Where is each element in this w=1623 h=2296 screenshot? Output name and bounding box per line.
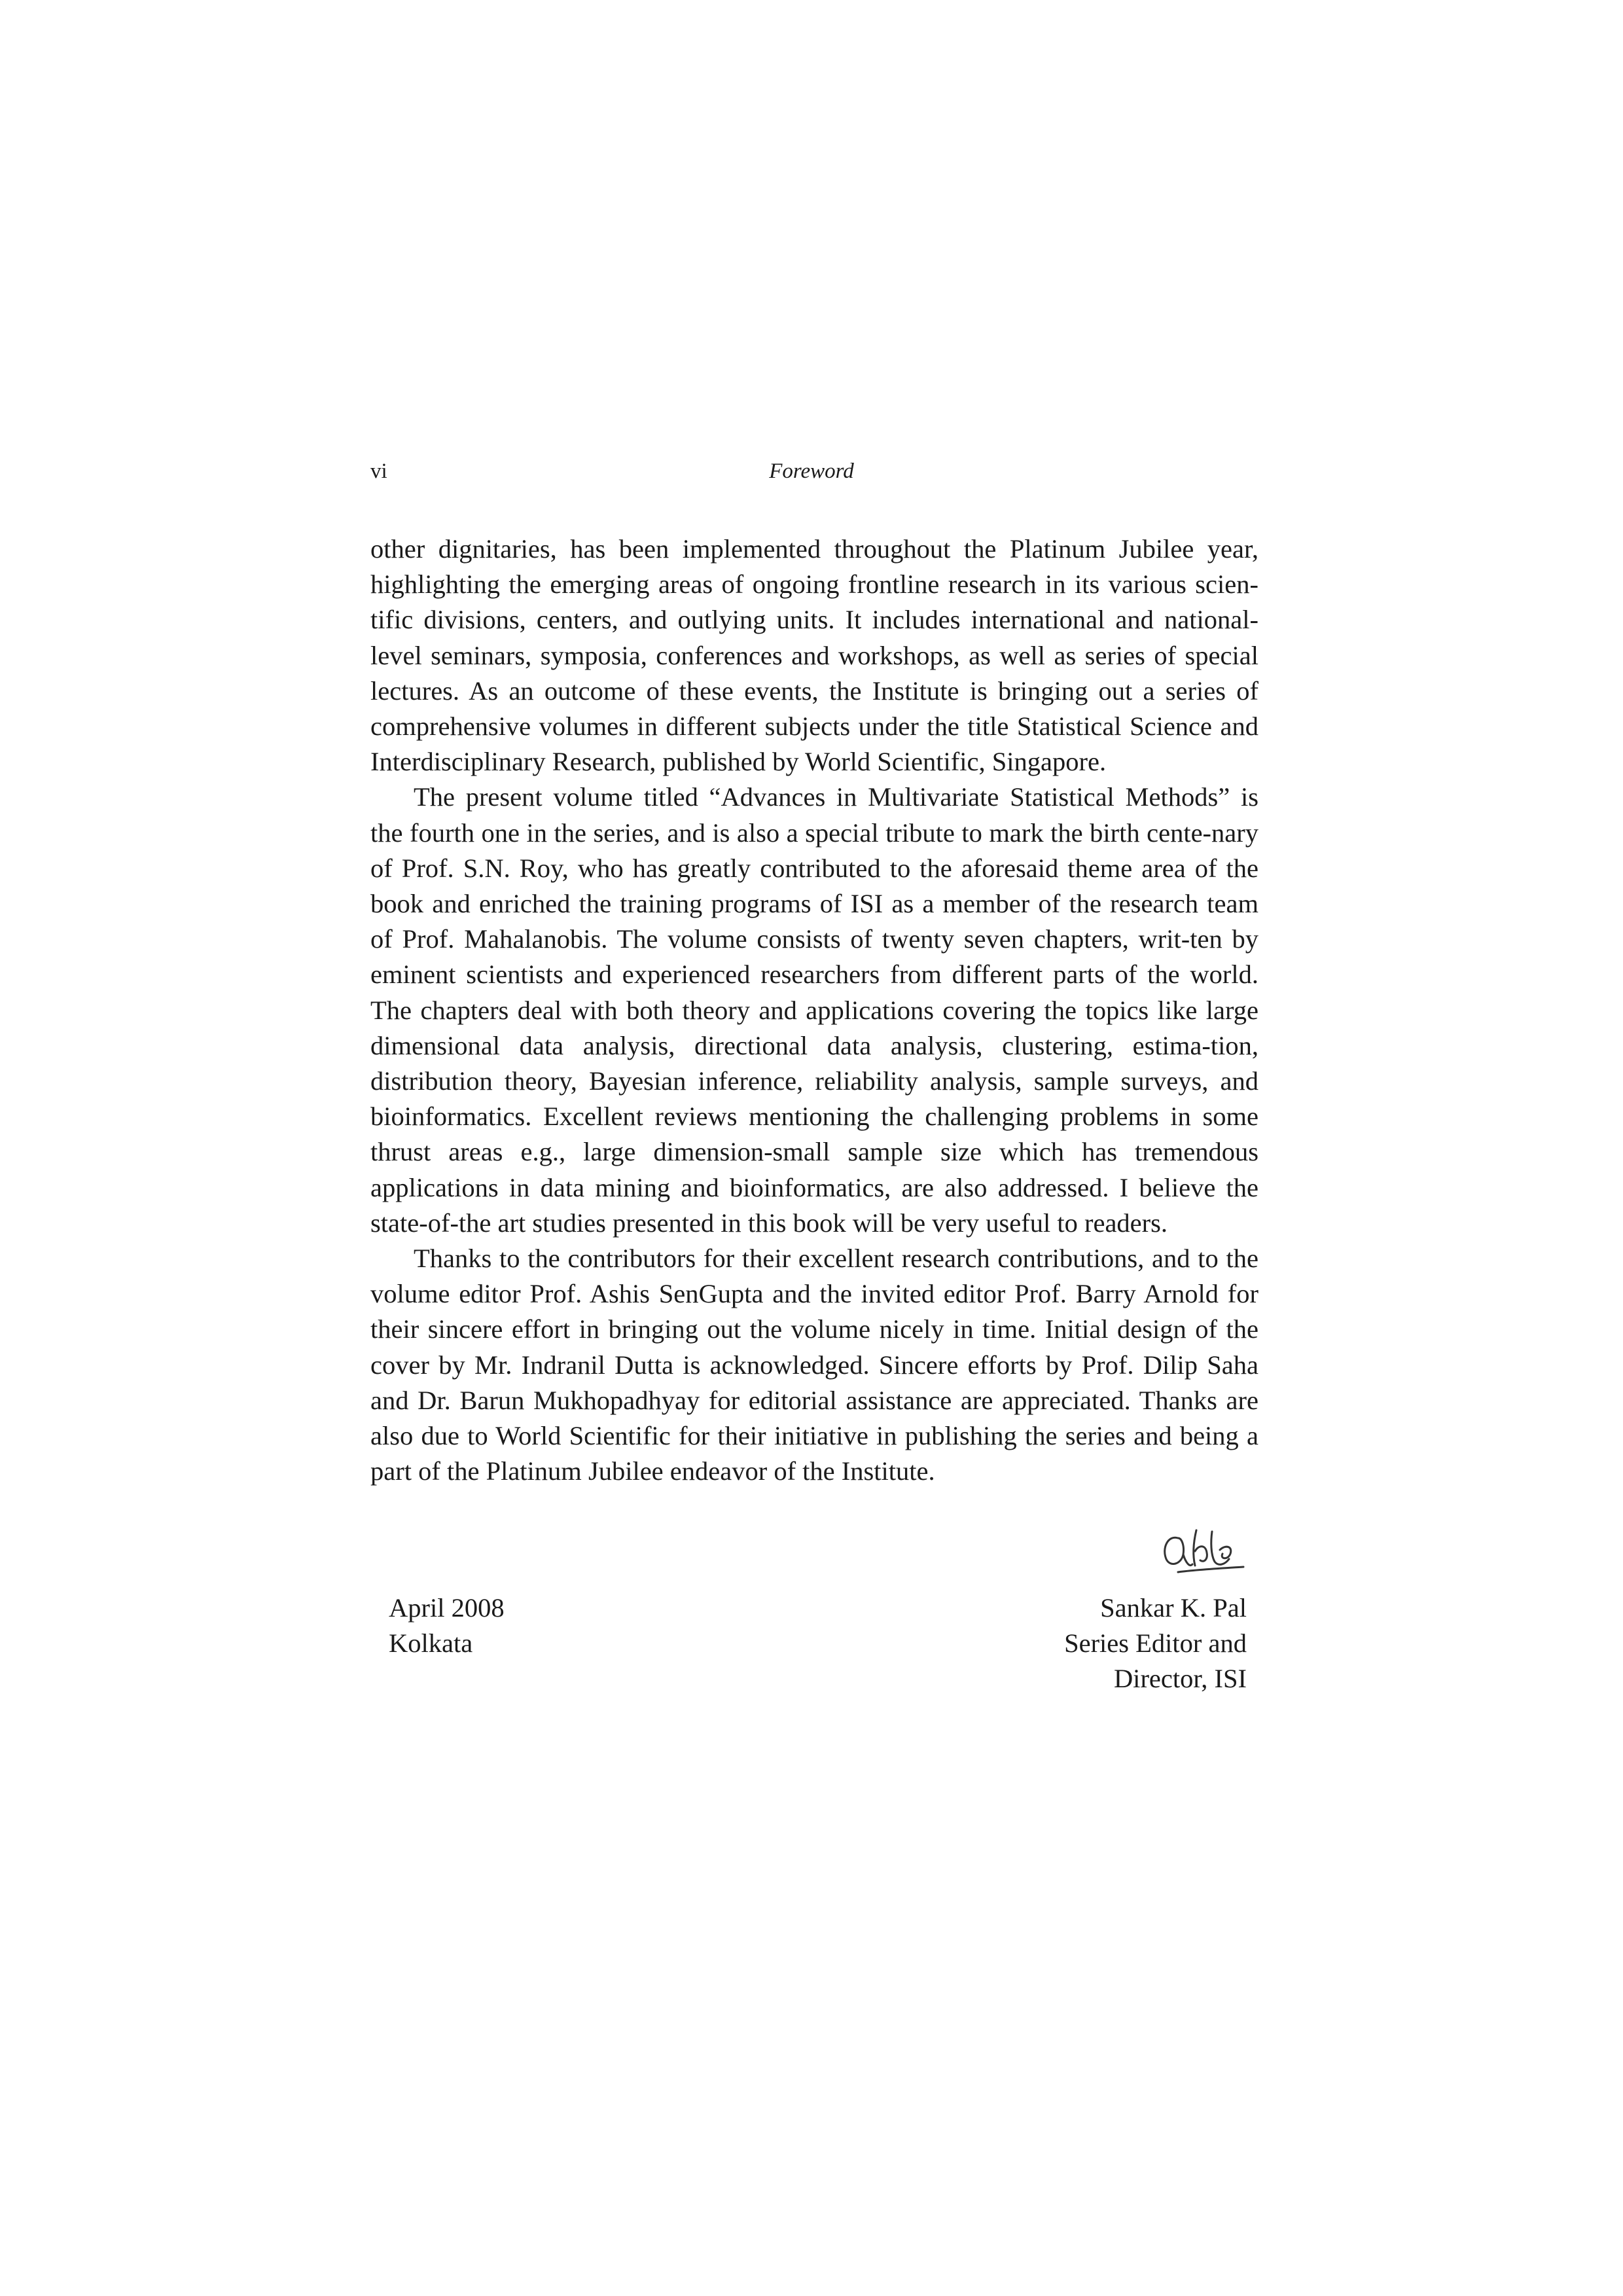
running-head-title: Foreword <box>769 459 854 483</box>
signatory-name: Sankar K. Pal <box>1100 1593 1247 1623</box>
foreword-body <box>370 531 1258 1489</box>
paragraph-2: The present volume titled “Advances in Multivariate Statistical Methods” is the fourth one in the series, and is also a special tribute to mark the birth cente-nary of Prof. S.N. Roy, who has greatly contributed to the aforesaid theme area of the book and enriched the training programs of ISI as a member of the research team of Prof. Mahalanobis. The volume consists of twenty seven chapters, writ-ten by eminent scientists and experienced researchers from different parts of the world. The chapters deal with both theory and applications covering the topics like large dimensional data analysis, directional data analysis, clustering, estima-tion, distribution theory, Bayesian inference, reliability analysis, sample surveys, and bioinformatics. Excellent reviews mentioning the challenging problems in some thrust areas e.g., large dimension-small sample size which has tremendous applications in data mining and bioinformatics, are also addressed. I believe the state-of-the art studies presented in this book will be very useful to readers. <box>370 782 1258 1238</box>
place: Kolkata <box>389 1628 473 1658</box>
signatory-role-line-1: Series Editor and <box>1064 1628 1247 1658</box>
page-number: vi <box>370 459 387 483</box>
signatory-role-line-2: Director, ISI <box>1113 1664 1247 1693</box>
paragraph-3: Thanks to the contributors for their excellent research contributions, and to the volume editor Prof. Ashis SenGupta and the invited editor Prof. Barry Arnold for their sincere effort in bringing out the volume nicely in time. Initial design of the cover by Mr. Indranil Dutta is acknowledged. Sincere efforts by Prof. Dilip Saha and Dr. Barun Mukhopadhyay for editorial assistance are appreciated. Thanks are also due to World Scientific for their initiative in publishing the series and being a part of the Platinum Jubilee endeavor of the Institute. <box>370 1244 1258 1486</box>
paragraph-1: other dignitaries, has been implemented throughout the Platinum Jubilee year, highlighting the emerging areas of ongoing frontline research in its various scien-tific divisions, centers, and outlying units. It includes international and national-level seminars, symposia, conferences and workshops, as well as series of special lectures. As an outcome of these events, the Institute is bringing out a series of comprehensive volumes in different subjects under the title Statistical Science and Interdisciplinary Research, published by World Scientific, Singapore. <box>370 534 1258 777</box>
date: April 2008 <box>389 1593 505 1623</box>
signatory-block <box>1064 1590 1247 1696</box>
handwritten-signature <box>1152 1518 1257 1577</box>
date-and-place <box>389 1590 505 1661</box>
